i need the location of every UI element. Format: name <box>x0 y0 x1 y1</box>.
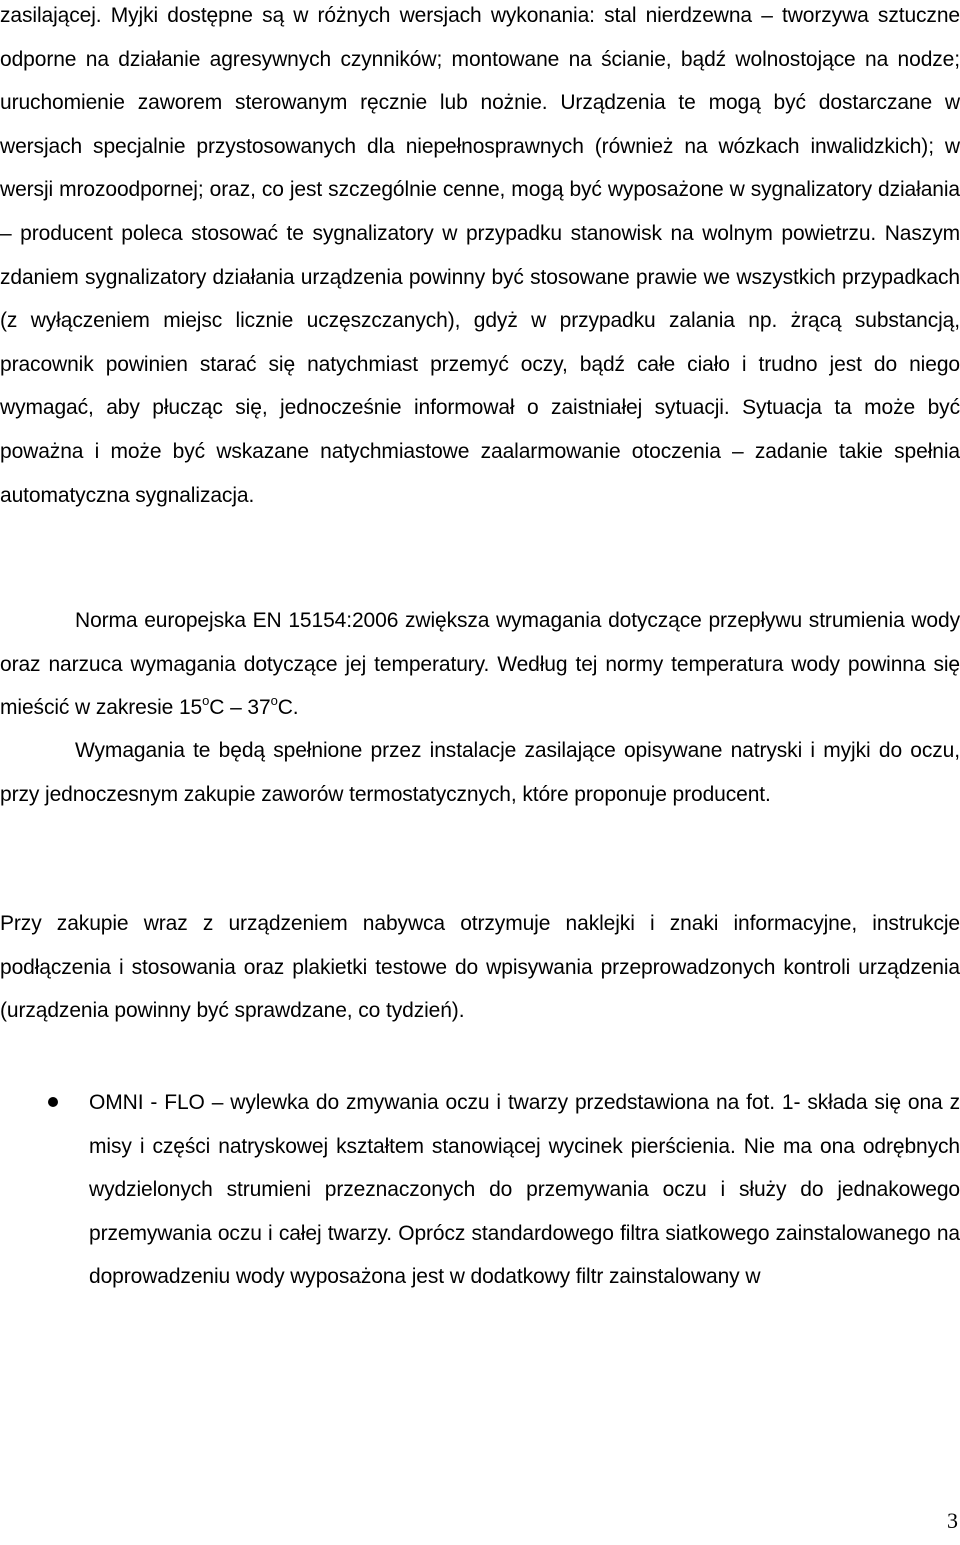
bullet-omni-flo <box>0 1081 960 1299</box>
norm-text: Norma europejska EN 15154:2006 zwiększa wymagania dotyczące przepływu strumienia wody oraz narzuca wymagania dotyczące jej temperatury. Według tej normy temperatura wody powinna się mieścić w zakresie 15 <box>0 609 960 720</box>
degree-symbol: o <box>202 693 210 709</box>
bullet-dot-icon <box>48 1097 58 1107</box>
paragraph-norm-en15154 <box>0 599 960 730</box>
paragraph-requirements: Wymagania te będą spełnione przez instalacje zasilające opisywane natryski i myjki do oczu, przy jednoczesnym zakupie zaworów termostatycznych, które proponuje producent. <box>0 739 960 806</box>
degree-symbol: o <box>270 693 278 709</box>
page-number: 3 <box>947 1508 958 1533</box>
paragraph-eyewash-versions: zasilającej. Myjki dostępne są w różnych wersjach wykonania: stal nierdzewna – tworzywa sztuczne odporne na działanie agresywnych czynników; montowane na ścianie, bądź wolnostojące na nodze; uruchomienie zaworem sterowanym ręcznie lub nożnie. Urządzenia te mogą być dostarczane w wersjach specjalnie przystosowanych dla niepełnosprawnych (również na wózkach inwalidzkich); w wersji mrozoodpornej; oraz, co jest szczególnie cenne, mogą być wyposażone w sygnalizatory działania – producent poleca stosować te sygnalizatory w przypadku stanowisk na wolnym powietrzu. Naszym zdaniem sygnalizatory działania urządzenia powinny być stosowane prawie we wszystkich przypadkach (z wyłączeniem miejsc licznie uczęszczanych), gdyż w przypadku zalania np. żrącą substancją, pracownik powinien starać się natychmiast przemyć oczy, bądź całe ciało i trudno jest do niego wymagać, aby płucząc się, jednocześnie informował o zaistniałej sytuacji. Sytuacja ta może być poważna i może być wskazane natychmiastowe zaalarmowanie otoczenia – zadanie takie spełnia automatyczna sygnalizacja. <box>0 4 960 507</box>
norm-text-end: C. <box>277 696 299 720</box>
paragraph-purchase-contents: Przy zakupie wraz z urządzeniem nabywca otrzymuje naklejki i znaki informacyjne, instrukcje podłączenia i stosowania oraz plakietki testowe do wpisywania przeprowadzonych kontroli urządzenia (urządzenia powinny być sprawdzane, co tydzień). <box>0 912 960 1023</box>
bullet-text: OMNI - FLO – wylewka do zmywania oczu i twarzy przedstawiona na fot. 1- składa się ona z misy i części natryskowej kształtem stanowiącej wycinek pierścienia. Nie ma ona odrębnych wydzielonych strumieni przeznaczonych do przemywania oczu i służy do jednakowego przemywania oczu i całej twarzy. Oprócz standardowego filtra siatkowego zainstalowanego na doprowadzeniu wody wyposażona jest w dodatkowy filtr zainstalowany w <box>89 1091 960 1289</box>
bullet-list <box>0 1081 960 1299</box>
norm-text-mid: C – 37 <box>209 696 271 720</box>
